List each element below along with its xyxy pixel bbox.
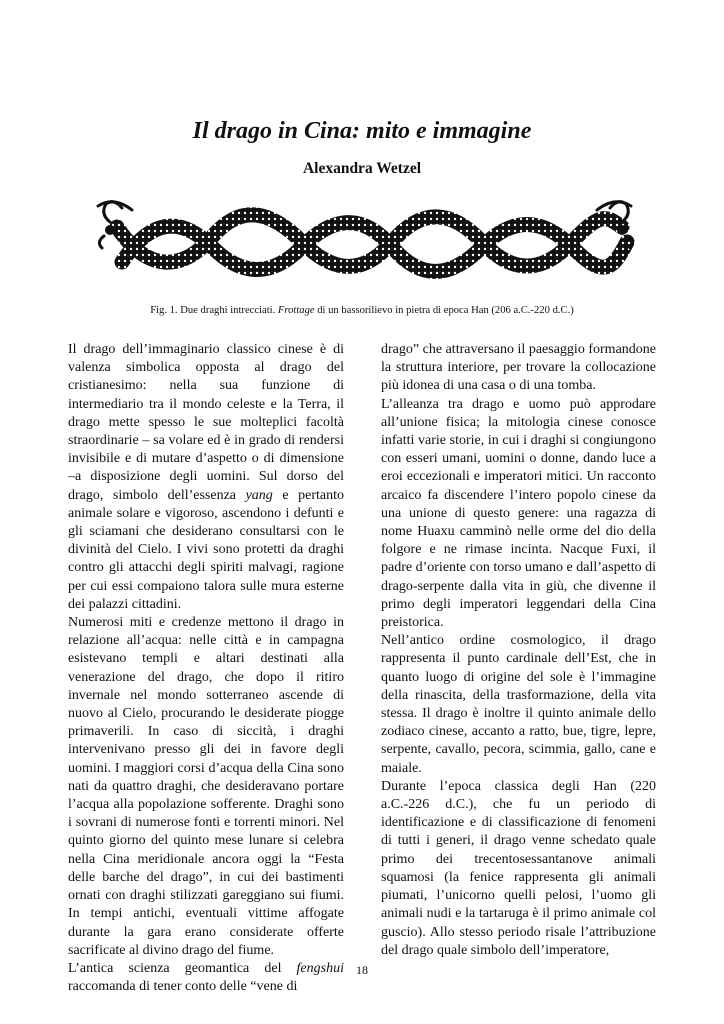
article-author: Alexandra Wetzel: [302, 160, 422, 177]
paragraph: drago” che attraversano il paesaggio formandone la struttura interiore, per trovare la collocazione più idonea di una casa o di una tomba.: [381, 342, 656, 394]
left-text-column: [68, 341, 344, 996]
figure-caption: [40, 305, 684, 316]
paragraph: L’alleanza tra drago e uomo può approdare all’unione fisica; la mitologia cinese conosce infatti varie storie, in cui i draghi si congiungono con esseri umani, uomini o donne, dando luce a eroi eccezionali e imperatori mitici. Un racconto arcaico fa discendere l’intero popolo cinese da una unione di questo genere: una ragazza di nome Huaxu camminò nelle orme del dio della folgore e ne rimase incinta. Nacque Fuxi, il padre d’oriente con torso umano e dall’aspetto di drago-serpente dalla vita in giù, che divenne il primo degli imperatori leggendari della Cina preistorica.: [381, 396, 656, 631]
caption-suffix: di un bassorilievo in pietra di epoca Han (206 a.C.-220 d.C.): [314, 305, 574, 316]
paragraph-text: raccomanda di tener conto delle “vene di: [68, 979, 298, 995]
caption-prefix: Fig. 1. Due draghi intrecciati.: [150, 305, 278, 316]
italic-term: fengshui: [296, 960, 344, 976]
paragraph: [68, 614, 344, 960]
paragraph: Durante l’epoca classica degli Han (220 a.C.-226 d.C.), che fu un periodo di identificazione e di classificazione di fenomeni di tutti i generi, il drago venne schedato quale primo dei trecentosessantanove animali squamosi (la fenice rappresenta gli animali piumati, l’unicorno quelli pelosi, l’uomo gli animali nudi e la tartaruga è il primo animale col guscio). Allo stesso periodo risale l’attribuzione del drago quale simbolo dell’imperatore,: [381, 778, 656, 958]
italic-term: yang: [245, 487, 273, 503]
intertwined-dragons-figure: [92, 192, 640, 292]
paragraph-text: e pertanto animale solare e vigoroso, ascendono i defunti e gli sciamani che desiderano consultarsi con le divinità del Cielo. I vivi sono protetti da draghi contro gli attacchi degli spiriti malvagi, ragione per cui essi compaiono talora sulle mura esterne dei palazzi cittadini.: [68, 487, 344, 612]
page-number: 18: [356, 963, 368, 977]
article-title: Il drago in Cina: mito e immagine: [192, 118, 532, 144]
paragraph-text: Numerosi miti e credenze mettono il drago in relazione all’acqua: nelle città e in campagna esistevano templi e altari destinati alla venerazione del drago, che dopo il ritiro invernale nel mondo sotterraneo ascende di nuovo al Cielo, procurando le desiderate piogge primaverili. In caso di siccità, i draghi intervenivano presso gli dei in favore degli uomini. I maggiori corsi d’acqua della Cina sono nati da quattro draghi, che desideravano portare l’acqua alla popolazione sofferente. Draghi sono i sovrani di numerose fonti e torrenti minori. Nel quinto giorno del quinto mese lunare si celebra nella Cina meridionale ancora oggi la “Festa delle barche del drago”, in cui dei bastimenti ornati con draghi stilizzati gareggiano sui fiumi. In tempi antichi, eventuali vittime affogate durante la gara erano considerate offerte sacrificate al divino drago del fiume.: [68, 615, 344, 958]
paragraph-text: L’antica scienza geomantica del: [68, 960, 297, 976]
paragraph-text: Il drago dell’immaginario classico cinese è di valenza simbolica opposta al drago del cristianesimo: nella sua funzione di intermediario tra il mondo celeste e la Terra, il drago mette spesso le sue molteplici facoltà straordinarie – sa volare ed è in grado di rendersi invisibile e di mutare d’aspetto o di dimensione –a disposizione degli uomini. Sul dorso del drago, simbolo dell’essenza: [68, 342, 344, 503]
right-text-column: [381, 341, 656, 960]
caption-italic: Frottage: [277, 305, 315, 316]
paragraph: Nell’antico ordine cosmologico, il drago rappresenta il punto cardinale dell’Est, che in quanto luogo di origine del sole è l’immagine della rinascita, della trasformazione, della vita stessa. Il drago è inoltre il quinto animale dello zodiaco cinese, accanto a ratto, bue, tigre, lepre, serpente, cavallo, pecora, scimmia, gallo, cane e maiale.: [381, 633, 656, 776]
paragraph: [68, 341, 344, 614]
